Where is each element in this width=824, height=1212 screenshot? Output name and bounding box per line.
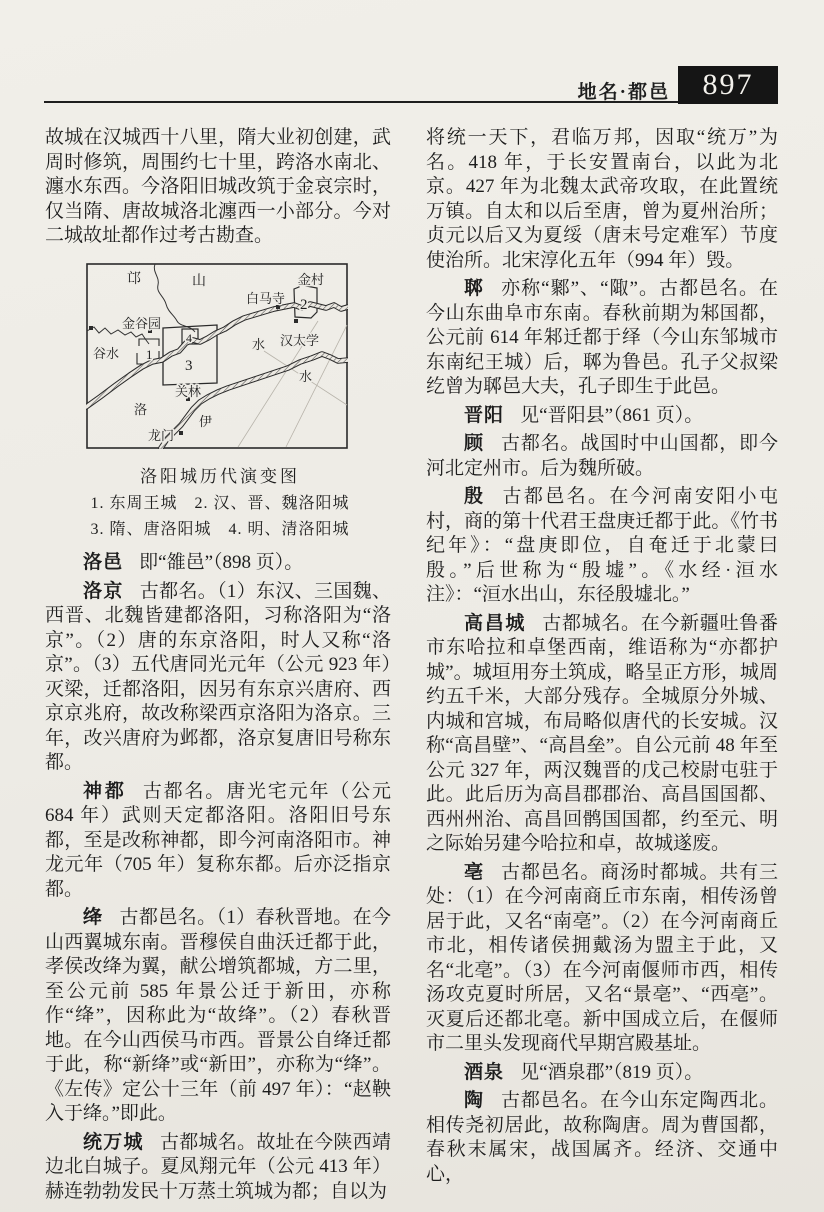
- dictionary-entry-bo: [426, 861, 778, 1057]
- entry-term: 洛京: [83, 580, 124, 602]
- entry-definition: 见“晋阳县”（861 页）。: [520, 404, 704, 426]
- map-label-guanlin: 关林: [175, 384, 202, 399]
- map-label-hantaixue: 汉太学: [280, 333, 320, 348]
- map-legend-line-2: 3. 隋、唐洛阳城 4. 明、清洛阳城: [90, 521, 350, 538]
- entry-term: 绛: [83, 907, 104, 928]
- map-label-yi: 伊: [199, 414, 213, 429]
- entry-definition: 古都城名。在今新疆吐鲁番市东哈拉和卓堡西南，维语称为“亦都护城”。城垣用夯土筑成，略呈正方形，城周约五千米，大部分残存。全城原分外城、内城和宫城，布局略似唐代的长安城。汉称“高昌壁”、“高昌垒”。自公元前 48 年至公元 327 年，两汉魏晋的戊己校尉屯驻于此。此后历为高昌郡郡治、高昌国国都、西州州治、高昌回鹘国国都，约至元、明之际始另建今哈拉和卓，故城遂废。: [426, 612, 778, 854]
- continuation-paragraph: 故城在汉城西十八里，隋大业初创建，武周时修筑，周围约七十里，跨洛水南北、瀍水东西。今洛阳旧城改筑于金哀宗时，仅当隋、唐故城洛北瀍西一小部分。今对二城故址都作过考古勘查。: [45, 127, 391, 246]
- column-right: [426, 126, 778, 1187]
- map-legend-line-1: 1. 东周王城 2. 汉、晋、魏洛阳城: [90, 495, 350, 512]
- map-label-luoshui-shui: 水: [252, 337, 266, 352]
- entry-definition: 古都邑名。商汤时都城。共有三处：（1）在今河南商丘市东南，相传汤曾居于此，又名“南亳”。（2）在今河南商丘市北，相传诸侯拥戴汤为盟主于此，又名“北亳”。（3）在今河南偃师市西，相传汤攻克夏时所居，又名“景亳”、“西亳”。灭夏后还都北亳。新中国成立后，在偃师市二里头发现商代早期宫殿基址。: [426, 861, 778, 1054]
- site-dot-gushui: [89, 326, 93, 330]
- entry-definition: 古都邑名。在今山东定陶西北。相传尧初居此，故称陶唐。周为曹国都，春秋末属宋，战国属齐。经济、交通中心，: [426, 1090, 778, 1185]
- entry-definition: 古都名。（1）东汉、三国魏、西晋、北魏皆建都洛阳，习称洛阳为“洛京”。（2）唐的东京洛阳，时人又称“洛京”。（3）五代唐同光元年（公元 923 年）灭梁，迁都洛阳，因另有东京兴唐府、西京京兆府，故改称梁西京洛阳为洛京。三年，改兴唐府为邺都，洛京复唐旧号称东都。: [45, 580, 391, 773]
- entry-term: 顾: [464, 433, 485, 454]
- dictionary-entry-yin: [426, 485, 778, 608]
- column-left-entries: [45, 551, 391, 1204]
- dictionary-entry-luojing: [45, 580, 391, 776]
- dictionary-entry-jiuquan: [426, 1061, 778, 1086]
- map-label-yishui-shui: 水: [299, 369, 313, 384]
- entry-definition: 古都名。战国时中山国都，即今河北定州市。后为魏所破。: [426, 433, 778, 479]
- entry-term: 晋阳: [464, 404, 505, 426]
- entry-term: 神都: [83, 780, 127, 802]
- dictionary-entry-jinyang: [426, 404, 778, 429]
- dictionary-entry-tongwancheng: [45, 1131, 391, 1205]
- entry-definition: 古都城名。故址在今陕西靖边北白城子。夏凤翔元年（公元 413 年）赫连勃勃发民十万蒸土筑城为都；自以为: [45, 1131, 391, 1202]
- entry-term: 高昌城: [464, 612, 527, 634]
- map-label-jinguyuan: 金谷园: [122, 316, 162, 331]
- luoyang-map-figure: [86, 263, 348, 449]
- column-left-intro: [45, 126, 391, 249]
- entry-definition: 古都邑名。（1）春秋晋地。在今山西翼城东南。晋穆侯自曲沃迁都于此，孝侯改绛为翼，献公增筑都城，方二里，至公元前 585 年景公迁于新田，亦称作“绛”，因称此为“故绛”。（2）春秋晋地。在今山西侯马市西。晋景公自绛迁都于此，称“新绛”或“新田”，亦称为“绛”。《左传》定公十三年（前 497 年）：“赵鞅入于绛。”即此。: [45, 907, 391, 1124]
- dictionary-entry-jiang: [45, 906, 391, 1127]
- entry-definition: 古都邑名。在今河南安阳小屯村，商的第十代君王盘庚迁都于此。《竹书纪年》：“盘庚即位，自奄迁于北蒙曰殷。”后世称为“殷墟”。《水经·洹水注》：“洹水出山，东径殷墟北。”: [426, 486, 778, 605]
- map-label-luo: 洛: [134, 402, 148, 417]
- map-number-2: 2: [300, 297, 308, 313]
- map-label-longmen: 龙门: [148, 428, 175, 443]
- entry-term: 陶: [464, 1090, 485, 1111]
- entry-definition: 见“酒泉郡”（819 页）。: [520, 1061, 704, 1083]
- entry-definition: 即“雒邑”（898 页）。: [139, 552, 304, 573]
- continuation-paragraph: 将统一天下，君临万邦，因取“统万”为名。418 年，于长安置南台，以此为北京。427 年为北魏太武帝攻取，在此置统万镇。自太和以后至唐，曾为夏州治所；贞元以后又为夏绥（唐末号定难军）节度使治所。北宋淳化五年（994 年）毁。: [426, 127, 778, 271]
- map-caption: [78, 462, 362, 543]
- dictionary-entry-luoyi: [45, 551, 391, 576]
- entry-term: 统万城: [83, 1131, 144, 1153]
- page-number-box: [678, 66, 778, 104]
- map-label-jincun: 金村: [298, 272, 325, 287]
- map-number-4: 4: [186, 331, 192, 345]
- page-number: 897: [702, 68, 754, 101]
- site-dot-longmen: [179, 431, 183, 435]
- dictionary-entry-tao: [426, 1089, 778, 1187]
- entry-definition: 亦称“鄹”、“陬”。古都邑名。在今山东曲阜市东南。春秋前期为邾国都，公元前 614 年邾迁都于绎（今山东邹城市东南纪王城）后，郰为鲁邑。孔子父叔梁纥曾为郰邑大夫，孔子即生于此邑。: [426, 278, 778, 397]
- entry-term: 殷: [464, 486, 487, 507]
- site-dot-box2: [294, 319, 298, 323]
- entry-term: 酒泉: [464, 1061, 505, 1083]
- entry-definition: 古都名。唐光宅元年（公元 684 年）武则天定都洛阳。洛阳旧号东都，至是改称神都，即今河南洛阳市。神龙元年（705 年）复称东都。后亦泛指京都。: [45, 780, 391, 900]
- dictionary-entry-zou: [426, 277, 778, 400]
- dictionary-entry-gu: [426, 432, 778, 481]
- map-caption-title: 洛阳城历代演变图: [140, 467, 300, 486]
- map-number-3: 3: [185, 358, 193, 374]
- map-label-shan: 山: [192, 274, 206, 289]
- entry-term: 亳: [464, 861, 485, 883]
- entry-term: 洛邑: [83, 552, 124, 573]
- map-number-1: 1: [146, 347, 153, 362]
- entry-term: 郰: [464, 278, 486, 299]
- map-label-gushui: 谷水: [93, 346, 120, 361]
- dictionary-entry-gaochangcheng: [426, 612, 778, 857]
- section-title: 地名·都邑: [577, 82, 670, 103]
- map-label-mang: 邙: [127, 272, 141, 287]
- dictionary-entry-shendu: [45, 780, 391, 903]
- map-label-baimasi: 白马寺: [246, 291, 286, 306]
